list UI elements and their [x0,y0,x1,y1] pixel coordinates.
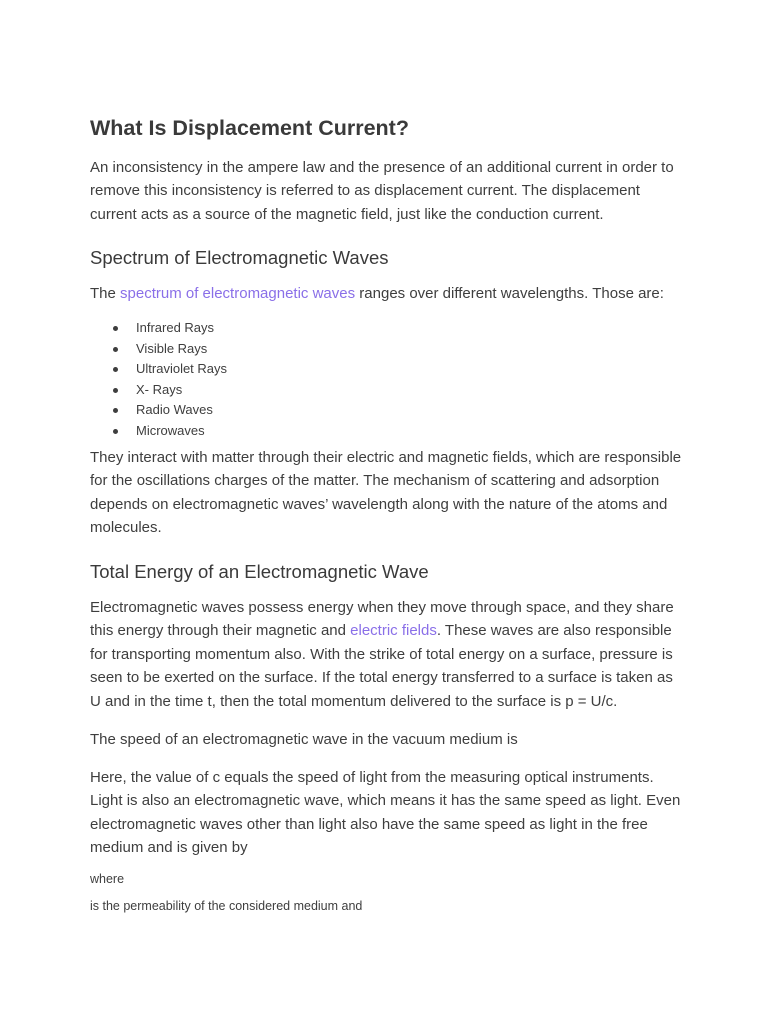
energy-text-after: . These waves are also responsible for transporting momentum also. With the strike of total energy on a surface, pressure is seen to be exerted on the surface. If the total energy transferred to a surface is taken as U and in the time t, then the total momentum delivered to the surface is p = U/c. [90,622,673,710]
list-item-label: Radio Waves [136,402,213,417]
speed-paragraph: The speed of an electromagnetic wave in the vacuum medium is [90,731,518,748]
section-heading-energy: Total Energy of an Electromagnetic Wave [90,561,429,582]
bullet-icon [113,388,118,393]
spectrum-lead-paragraph [90,282,682,305]
energy-text-before: Electromagnetic waves possess energy when they move through space, and they share this energy through their magnetic and [90,599,674,640]
list-item [136,318,227,339]
intro-paragraph: An inconsistency in the ampere law and the presence of an additional current in order to remove this inconsistency is referred to as displacement current. The displacement current acts as a source of the magnetic field, just like the conduction current. [90,159,674,223]
interaction-paragraph: They interact with matter through their electric and magnetic fields, which are responsible for the oscillations charges of the matter. The mechanism of scattering and adsorption depends on electromagnetic waves’ wavelength along with the nature of the atoms and molecules. [90,449,682,537]
list-item-label: Infrared Rays [136,320,215,335]
bullet-icon [113,429,118,434]
list-item-label: Visible Rays [136,340,208,356]
energy-paragraph [90,596,682,713]
wave-types-list [90,318,227,441]
where-text: where [90,872,125,886]
electric-fields-link[interactable]: electric fields [350,622,437,640]
list-item [136,380,227,401]
bullet-icon [113,367,118,372]
lead-text-after: ranges over different wavelengths. Those are: [355,285,664,302]
bullet-icon [113,326,118,331]
page-title: What Is Displacement Current? [90,116,409,140]
list-item-label: Microwaves [136,422,205,438]
list-item [136,400,227,421]
list-item-label: X- Rays [136,381,183,397]
list-item [136,359,227,380]
bullet-icon [113,408,118,413]
section-heading-spectrum: Spectrum of Electromagnetic Waves [90,247,389,268]
lead-text-before: The [90,285,121,302]
list-item-label: Ultraviolet Rays [136,361,228,376]
light-paragraph: Here, the value of c equals the speed of light from the measuring optical instruments. Light is also an electromagnetic wave, which means it has the same speed as light. Even electromagnetic waves other than light also have the same speed as light in the free medium and is given by [90,769,681,857]
list-item [136,339,227,360]
list-item [136,421,227,442]
bullet-icon [113,347,118,352]
permeability-text: is the permeability of the considered medium and [90,899,363,913]
spectrum-link[interactable]: spectrum of electromagnetic waves [120,285,356,302]
